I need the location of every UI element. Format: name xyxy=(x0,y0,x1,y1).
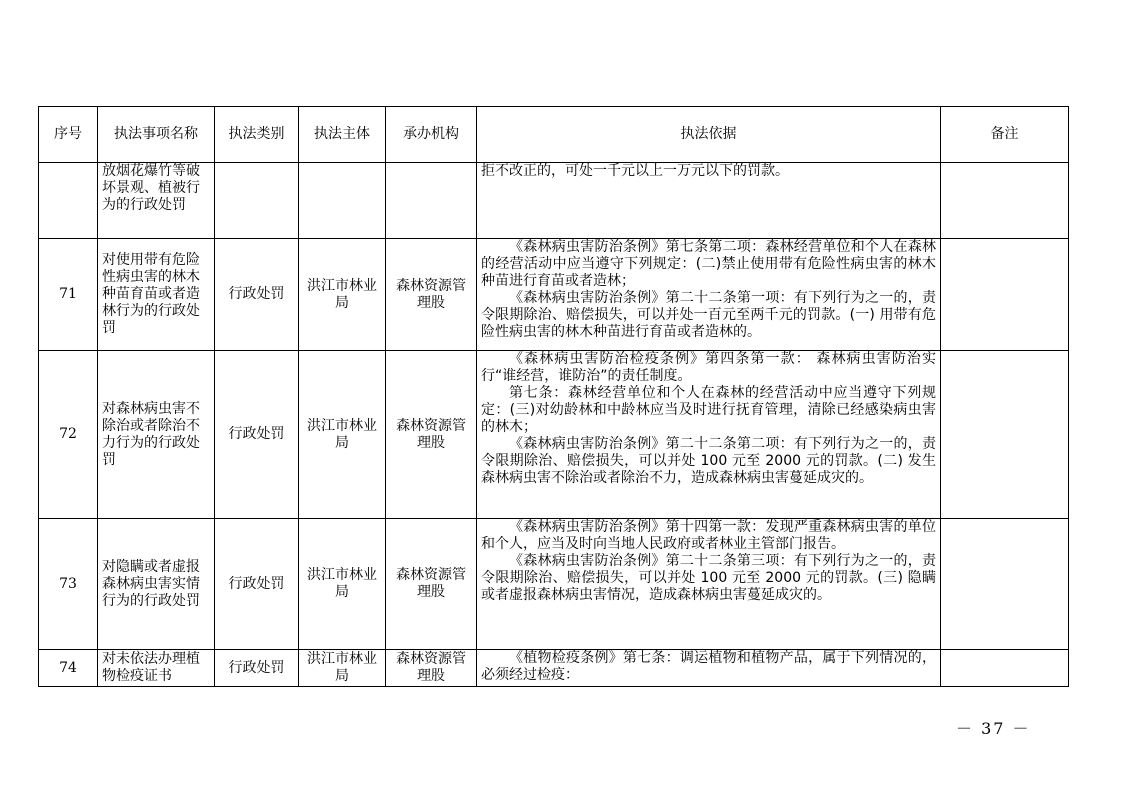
table-row xyxy=(39,351,1069,519)
basis-paragraph: 《植物检疫条例》第七条：调运植物和植物产品，属于下列情况的，必须经过检疫： xyxy=(481,650,936,683)
cell-basis xyxy=(477,519,941,650)
cell-basis xyxy=(477,351,941,519)
basis-paragraph: 第七条：森林经营单位和个人在森林的经营活动中应当遵守下列规定：(三)对幼龄林和中龄林应当及时进行抚育管理，清除已经感染病虫害的林木； xyxy=(481,385,936,435)
basis-paragraph: 《森林病虫害防治条例》第十四第一款：发现严重森林病虫害的单位和个人，应当及时向当地人民政府或者林业主管部门报告。 xyxy=(481,519,936,552)
table-row xyxy=(39,519,1069,650)
table-row xyxy=(39,239,1069,351)
basis-paragraph: 《森林病虫害防治检疫条例》第四条第一款： 森林病虫害防治实行“谁经营，谁防治”的责任制度。 xyxy=(481,351,936,384)
header-item-name: 执法事项名称 xyxy=(98,107,215,163)
law-enforcement-table xyxy=(38,106,1069,687)
cell-serial: 72 xyxy=(39,351,98,519)
cell-agency: 森林资源管理股 xyxy=(386,650,477,687)
cell-serial: 71 xyxy=(39,239,98,351)
basis-paragraph: 《森林病虫害防治条例》第二十二条第二项：有下列行为之一的，责令限期除治、赔偿损失，可以并处 100 元至 2000 元的罚款。(二) 发生森林病虫害不除治或者除治不力，造成森林病虫害蔓延成灾的。 xyxy=(481,436,936,486)
cell-category: 行政处罚 xyxy=(215,519,299,650)
cell-note xyxy=(941,650,1069,687)
cell-item-name: 放烟花爆竹等破坏景观、植被行为的行政处罚 xyxy=(98,163,215,239)
basis-paragraph: 《森林病虫害防治条例》第七条第二项：森林经营单位和个人在森林的经营活动中应当遵守下列规定：(二)禁止使用带有危险性病虫害的林木种苗进行育苗或者造林； xyxy=(481,239,936,289)
header-category: 执法类别 xyxy=(215,107,299,163)
cell-category xyxy=(215,163,299,239)
cell-category: 行政处罚 xyxy=(215,239,299,351)
cell-subject: 洪江市林业局 xyxy=(299,351,386,519)
cell-agency: 森林资源管理股 xyxy=(386,519,477,650)
table-header-row xyxy=(39,107,1069,163)
cell-note xyxy=(941,239,1069,351)
cell-subject: 洪江市林业局 xyxy=(299,239,386,351)
cell-category: 行政处罚 xyxy=(215,650,299,687)
basis-paragraph: 拒不改正的，可处一千元以上一万元以下的罚款。 xyxy=(481,163,789,179)
cell-agency xyxy=(386,163,477,239)
cell-item-name: 对森林病虫害不除治或者除治不力行为的行政处罚 xyxy=(98,351,215,519)
page-number: － 37 － xyxy=(956,719,1031,738)
cell-item-name: 对未依法办理植物检疫证书 xyxy=(98,650,215,687)
header-note: 备注 xyxy=(941,107,1069,163)
table-row xyxy=(39,650,1069,687)
cell-agency: 森林资源管理股 xyxy=(386,239,477,351)
cell-subject: 洪江市林业局 xyxy=(299,519,386,650)
cell-note xyxy=(941,351,1069,519)
header-subject: 执法主体 xyxy=(299,107,386,163)
cell-serial: 74 xyxy=(39,650,98,687)
header-serial: 序号 xyxy=(39,107,98,163)
cell-note xyxy=(941,519,1069,650)
cell-item-name: 对使用带有危险性病虫害的林木种苗育苗或者造林行为的行政处罚 xyxy=(98,239,215,351)
cell-basis xyxy=(477,239,941,351)
basis-paragraph: 《森林病虫害防治条例》第二十二条第三项：有下列行为之一的，责令限期除治、赔偿损失，可以并处 100 元至 2000 元的罚款。(三) 隐瞒或者虚报森林病虫害情况，造成森林病虫害蔓延成灾的。 xyxy=(481,553,936,603)
cell-subject: 洪江市林业局 xyxy=(299,650,386,687)
header-basis: 执法依据 xyxy=(477,107,941,163)
cell-serial: 73 xyxy=(39,519,98,650)
cell-subject xyxy=(299,163,386,239)
cell-serial xyxy=(39,163,98,239)
cell-basis xyxy=(477,163,941,239)
cell-basis xyxy=(477,650,941,687)
cell-item-name: 对隐瞒或者虚报森林病虫害实情行为的行政处罚 xyxy=(98,519,215,650)
cell-note xyxy=(941,163,1069,239)
cell-category: 行政处罚 xyxy=(215,351,299,519)
basis-paragraph: 《森林病虫害防治条例》第二十二条第一项：有下列行为之一的，责令限期除治、赔偿损失，可以并处一百元至两千元的罚款。(一) 用带有危险性病虫害的林木种苗进行育苗或者造林的。 xyxy=(481,290,936,340)
header-agency: 承办机构 xyxy=(386,107,477,163)
cell-agency: 森林资源管理股 xyxy=(386,351,477,519)
table-row xyxy=(39,163,1069,239)
